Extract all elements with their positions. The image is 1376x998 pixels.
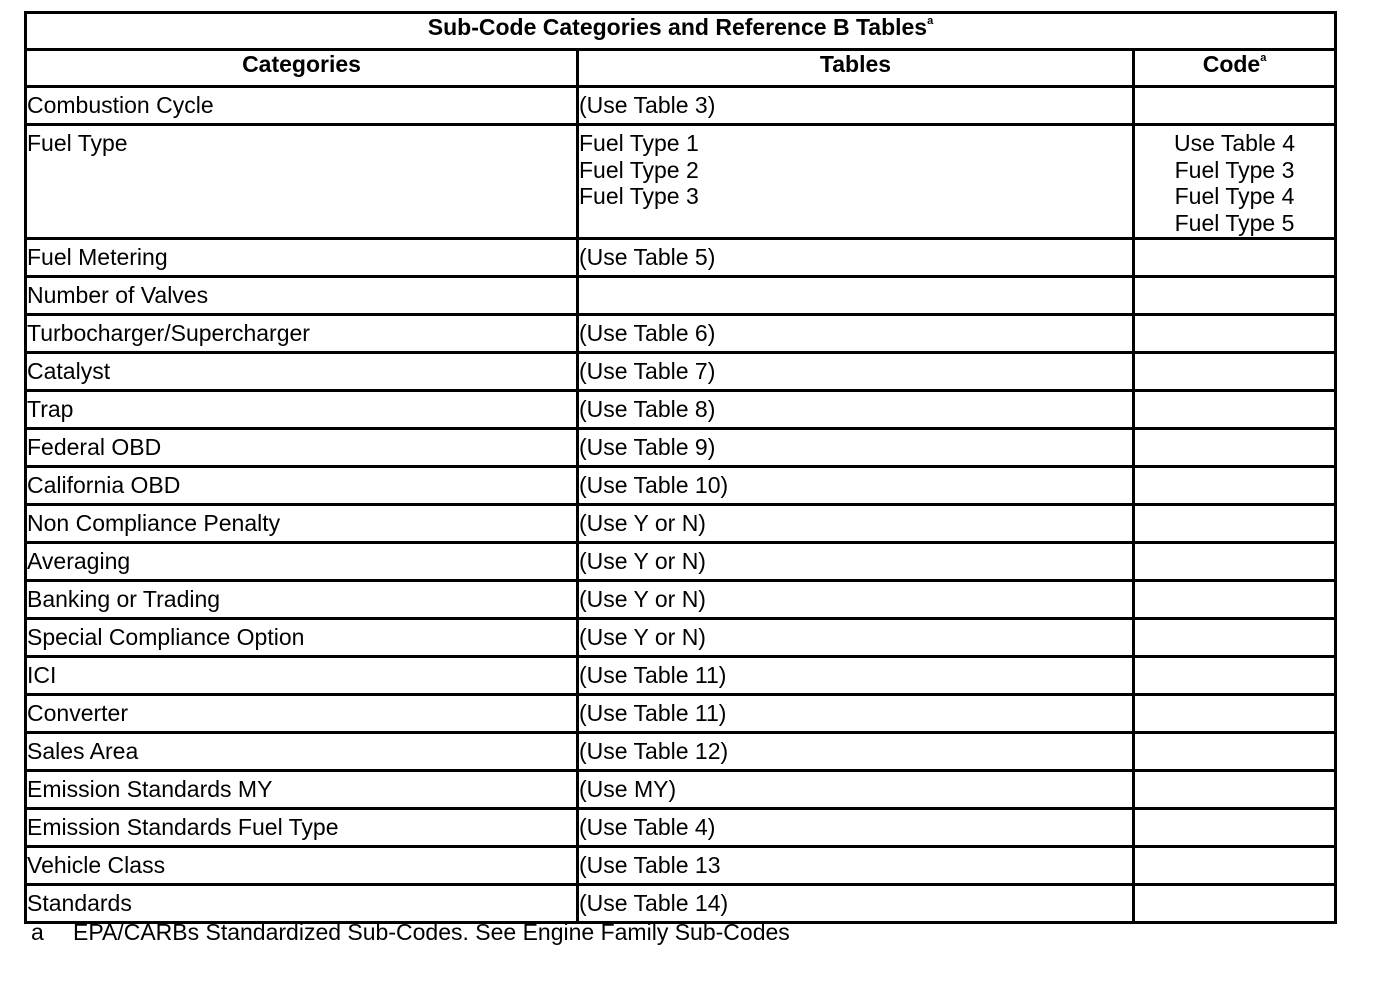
code-cell-line: Fuel Type 5 — [1174, 209, 1295, 236]
code-cell — [1134, 467, 1336, 505]
code-cell — [1134, 239, 1336, 277]
tables-cell: (Use Table 13 — [578, 847, 1134, 885]
code-cell — [1134, 581, 1336, 619]
category-cell: Emission Standards Fuel Type — [26, 809, 578, 847]
column-header-tables: Tables — [578, 50, 1134, 87]
table-row — [26, 315, 1336, 353]
table-footnote — [31, 918, 790, 946]
table-row — [26, 809, 1336, 847]
table-row — [26, 429, 1336, 467]
code-cell — [1134, 771, 1336, 809]
code-cell — [1134, 885, 1336, 923]
table-row — [26, 277, 1336, 315]
tables-cell: (Use Table 11) — [578, 657, 1134, 695]
tables-cell: (Use Table 4) — [578, 809, 1134, 847]
code-cell — [1134, 543, 1336, 581]
code-cell — [1134, 315, 1336, 353]
code-cell — [1134, 809, 1336, 847]
category-cell: Turbocharger/Supercharger — [26, 315, 578, 353]
code-cell-line: Fuel Type 3 — [1174, 156, 1295, 183]
tables-cell: (Use Y or N) — [578, 619, 1134, 657]
column-header-categories: Categories — [26, 50, 578, 87]
category-cell: Catalyst — [26, 353, 578, 391]
tables-cell-line: Fuel Type 1 — [579, 130, 699, 156]
tables-cell: (Use Table 10) — [578, 467, 1134, 505]
code-cell — [1134, 505, 1336, 543]
column-header-code-footnote-mark: a — [1260, 52, 1267, 65]
code-cell-line: Use Table 4 — [1173, 130, 1296, 156]
category-cell: Combustion Cycle — [26, 87, 578, 125]
table-row — [26, 467, 1336, 505]
table-row — [26, 581, 1336, 619]
category-cell: California OBD — [26, 467, 578, 505]
category-cell: Averaging — [26, 543, 578, 581]
table-row — [26, 391, 1336, 429]
table-title-text: Sub-Code Categories and Reference B Tables — [427, 14, 928, 40]
category-cell: Number of Valves — [26, 277, 578, 315]
table-row — [26, 87, 1336, 125]
category-cell: Converter — [26, 695, 578, 733]
table-row — [26, 657, 1336, 695]
category-cell: Standards — [26, 885, 578, 923]
tables-cell: (Use Table 5) — [578, 239, 1134, 277]
table-title — [26, 13, 1336, 50]
tables-cell-line: Fuel Type 2 — [579, 156, 699, 183]
table-row — [26, 771, 1336, 809]
category-cell: Sales Area — [26, 733, 578, 771]
category-cell: Trap — [26, 391, 578, 429]
tables-cell — [578, 125, 1134, 239]
category-cell: ICI — [26, 657, 578, 695]
category-cell: Fuel Type — [26, 125, 578, 239]
category-cell: Federal OBD — [26, 429, 578, 467]
code-cell — [1134, 125, 1336, 239]
code-cell — [1134, 733, 1336, 771]
table-row — [26, 125, 1336, 239]
table-row — [26, 505, 1336, 543]
footnote-mark: a — [31, 919, 44, 945]
code-cell — [1134, 695, 1336, 733]
tables-cell: (Use Table 9) — [578, 429, 1134, 467]
tables-cell — [578, 277, 1134, 315]
category-cell: Fuel Metering — [26, 239, 578, 277]
category-cell: Non Compliance Penalty — [26, 505, 578, 543]
table-row — [26, 239, 1336, 277]
table-row — [26, 733, 1336, 771]
category-cell: Vehicle Class — [26, 847, 578, 885]
tables-cell: (Use MY) — [578, 771, 1134, 809]
table-row — [26, 695, 1336, 733]
table-row — [26, 543, 1336, 581]
code-cell — [1134, 353, 1336, 391]
tables-cell: (Use Table 11) — [578, 695, 1134, 733]
category-cell: Emission Standards MY — [26, 771, 578, 809]
tables-cell: (Use Table 7) — [578, 353, 1134, 391]
table-title-footnote-mark: a — [927, 15, 934, 28]
code-cell — [1134, 277, 1336, 315]
code-cell — [1134, 619, 1336, 657]
code-cell — [1134, 657, 1336, 695]
sub-code-table — [24, 11, 1337, 924]
tables-cell: (Use Y or N) — [578, 543, 1134, 581]
tables-cell: (Use Y or N) — [578, 505, 1134, 543]
tables-cell: (Use Table 8) — [578, 391, 1134, 429]
column-header-code — [1134, 50, 1336, 87]
category-cell: Banking or Trading — [26, 581, 578, 619]
category-cell: Special Compliance Option — [26, 619, 578, 657]
table-row — [26, 885, 1336, 923]
code-cell — [1134, 429, 1336, 467]
table-row — [26, 619, 1336, 657]
tables-cell: (Use Table 12) — [578, 733, 1134, 771]
table-row — [26, 353, 1336, 391]
code-cell — [1134, 87, 1336, 125]
column-header-code-text: Code — [1202, 51, 1261, 77]
code-cell-line: Fuel Type 4 — [1174, 183, 1295, 209]
footnote-text: EPA/CARBs Standardized Sub-Codes. See Engine Family Sub-Codes — [73, 919, 790, 945]
tables-cell: (Use Table 3) — [578, 87, 1134, 125]
code-cell — [1134, 847, 1336, 885]
table-row — [26, 847, 1336, 885]
code-cell — [1134, 391, 1336, 429]
tables-cell: (Use Table 14) — [578, 885, 1134, 923]
tables-cell: (Use Table 6) — [578, 315, 1134, 353]
tables-cell: (Use Y or N) — [578, 581, 1134, 619]
tables-cell-line: Fuel Type 3 — [579, 183, 699, 209]
